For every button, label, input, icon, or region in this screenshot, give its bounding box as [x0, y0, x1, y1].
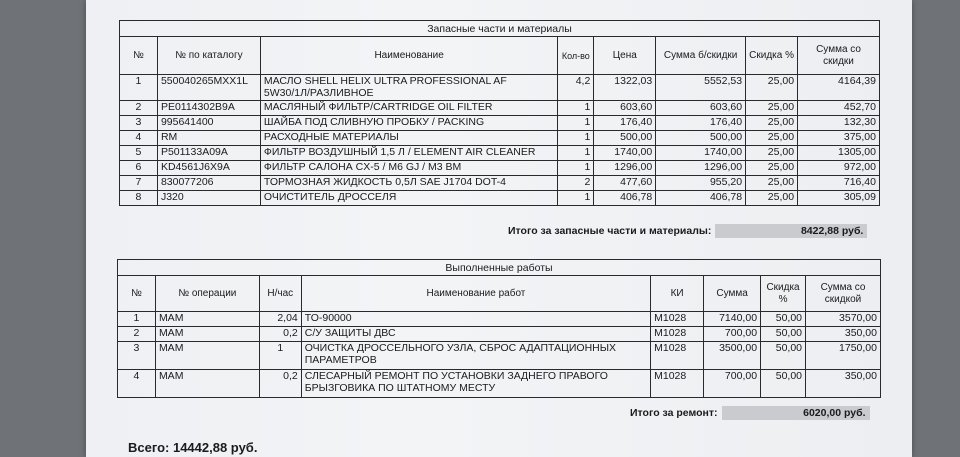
cell: 1 [558, 191, 594, 206]
cell: 603,60 [594, 101, 656, 116]
cell: 1 [558, 146, 594, 161]
cell: 700,00 [704, 370, 761, 398]
cell: KD4561J6X9A [157, 161, 260, 176]
parts-header: № [120, 37, 158, 75]
cell: 8 [120, 191, 158, 206]
cell: РАСХОДНЫЕ МАТЕРИАЛЫ [260, 131, 557, 146]
cell: 25,00 [746, 75, 798, 101]
cell: 4 [118, 370, 156, 398]
grand-total: Всего: 14442,88 руб. [128, 440, 258, 455]
cell: 1740,00 [656, 146, 746, 161]
cell: 1740,00 [594, 146, 656, 161]
works-header: Н/час [259, 276, 301, 312]
cell: 1 [558, 101, 594, 116]
table-row [120, 191, 880, 206]
table-row [120, 116, 880, 131]
cell: МАСЛО SHELL HELIX ULTRA PROFESSIONAL AF 5W30/1Л/РАЗЛИВНОЕ [260, 75, 557, 101]
works-header: № операции [155, 276, 259, 312]
cell: 3500,00 [704, 342, 761, 370]
cell: 1296,00 [594, 161, 656, 176]
cell: 350,00 [806, 327, 881, 342]
cell: 406,78 [594, 191, 656, 206]
works-total-value: 6020,00 руб. [722, 406, 870, 420]
works-header: Сумма [704, 276, 761, 312]
cell: 0,2 [259, 327, 301, 342]
table-row [118, 327, 881, 342]
works-total [630, 406, 870, 420]
works-header: № [118, 276, 156, 312]
cell: M1028 [651, 370, 704, 398]
cell: 50,00 [761, 342, 806, 370]
cell: M1028 [651, 312, 704, 327]
parts-total [508, 224, 867, 238]
cell: 406,78 [656, 191, 746, 206]
cell: 176,40 [656, 116, 746, 131]
cell: 0,2 [259, 370, 301, 398]
cell: 176,40 [594, 116, 656, 131]
works-total-label: Итого за ремонт: [630, 407, 718, 419]
cell: PE0114302B9A [157, 101, 260, 116]
parts-header: Сумма со скидки [798, 37, 880, 75]
cell: 830077206 [157, 176, 260, 191]
cell: 132,30 [798, 116, 880, 131]
cell: ШАЙБА ПОД СЛИВНУЮ ПРОБКУ / PACKING [260, 116, 557, 131]
parts-header: № по каталогу [157, 37, 260, 75]
cell: 550040265MXX1L [157, 75, 260, 101]
cell: MAM [155, 370, 259, 398]
cell: 477,60 [594, 176, 656, 191]
cell: ФИЛЬТР ВОЗДУШНЫЙ 1,5 Л / ELEMENT AIR CLEANER [260, 146, 557, 161]
cell: 500,00 [656, 131, 746, 146]
cell: 25,00 [746, 176, 798, 191]
cell: MAM [155, 327, 259, 342]
cell: 1 [558, 131, 594, 146]
works-header: КИ [651, 276, 704, 312]
cell: 7 [120, 176, 158, 191]
cell: 25,00 [746, 101, 798, 116]
cell: 1305,00 [798, 146, 880, 161]
cell: 972,00 [798, 161, 880, 176]
table-row [120, 75, 880, 101]
cell: 1 [118, 312, 156, 327]
works-title: Выполненные работы [118, 260, 881, 276]
table-row [120, 161, 880, 176]
cell: 50,00 [761, 327, 806, 342]
cell: 5 [120, 146, 158, 161]
cell: 2 [118, 327, 156, 342]
cell: СЛЕСАРНЫЙ РЕМОНТ ПО УСТАНОВКИ ЗАДНЕГО ПРАВОГО БРЫЗГОВИКА ПО ШТАТНОМУ МЕСТУ [301, 370, 650, 398]
cell: 25,00 [746, 131, 798, 146]
parts-header: Скидка % [746, 37, 798, 75]
cell: 2,04 [259, 312, 301, 327]
cell: 25,00 [746, 191, 798, 206]
cell: 7140,00 [704, 312, 761, 327]
cell: ОЧИСТИТЕЛЬ ДРОССЕЛЯ [260, 191, 557, 206]
cell: С/У ЗАЩИТЫ ДВС [301, 327, 650, 342]
table-row [120, 131, 880, 146]
cell: 4,2 [558, 75, 594, 101]
cell: 1 [558, 161, 594, 176]
cell: 1 [558, 116, 594, 131]
cell: 2 [120, 101, 158, 116]
parts-table [119, 20, 880, 206]
cell: RM [157, 131, 260, 146]
works-header: Сумма со скидкой [806, 276, 881, 312]
cell: 50,00 [761, 312, 806, 327]
parts-header: Кол-во [558, 37, 594, 75]
cell: 350,00 [806, 370, 881, 398]
cell: 995641400 [157, 116, 260, 131]
parts-title: Запасные части и материалы [120, 21, 880, 37]
cell: J320 [157, 191, 260, 206]
table-row [120, 176, 880, 191]
parts-header: Сумма б/скидки [656, 37, 746, 75]
cell: 955,20 [656, 176, 746, 191]
table-row [118, 342, 881, 370]
cell: 25,00 [746, 116, 798, 131]
cell: 6 [120, 161, 158, 176]
cell: 375,00 [798, 131, 880, 146]
cell: 603,60 [656, 101, 746, 116]
cell: 1 [120, 75, 158, 101]
cell: 3 [118, 342, 156, 370]
cell: 716,40 [798, 176, 880, 191]
cell: 1322,03 [594, 75, 656, 101]
table-row [120, 101, 880, 116]
cell: 1750,00 [806, 342, 881, 370]
cell: 25,00 [746, 146, 798, 161]
cell: 50,00 [761, 370, 806, 398]
parts-total-label: Итого за запасные части и материалы: [508, 225, 712, 237]
parts-header: Наименование [260, 37, 557, 75]
works-header: Наименование работ [301, 276, 650, 312]
cell: ОЧИСТКА ДРОССЕЛЬНОГО УЗЛА, СБРОС АДАПТАЦИОННЫХ ПАРАМЕТРОВ [301, 342, 650, 370]
works-header: Скидка % [761, 276, 806, 312]
cell: 4164,39 [798, 75, 880, 101]
cell: 2 [558, 176, 594, 191]
cell: 5552,53 [656, 75, 746, 101]
cell: 25,00 [746, 161, 798, 176]
cell: M1028 [651, 342, 704, 370]
works-table [117, 259, 881, 398]
cell: MAM [155, 312, 259, 327]
cell: ТО-90000 [301, 312, 650, 327]
parts-header: Цена [594, 37, 656, 75]
table-row [118, 370, 881, 398]
cell: ФИЛЬТР САЛОНА CX-5 / M6 GJ / M3 BM [260, 161, 557, 176]
table-row [118, 312, 881, 327]
cell: ТОРМОЗНАЯ ЖИДКОСТЬ 0,5Л SAE J1704 DOT-4 [260, 176, 557, 191]
cell: 1 [259, 342, 301, 370]
cell: 4 [120, 131, 158, 146]
cell: МАСЛЯНЫЙ ФИЛЬТР/CARTRIDGE OIL FILTER [260, 101, 557, 116]
cell: P501133A09A [157, 146, 260, 161]
cell: M1028 [651, 327, 704, 342]
cell: 305,09 [798, 191, 880, 206]
cell: 1296,00 [656, 161, 746, 176]
cell: 3 [120, 116, 158, 131]
table-row [120, 146, 880, 161]
cell: MAM [155, 342, 259, 370]
cell: 500,00 [594, 131, 656, 146]
cell: 452,70 [798, 101, 880, 116]
cell: 700,00 [704, 327, 761, 342]
cell: 3570,00 [806, 312, 881, 327]
parts-total-value: 8422,88 руб. [715, 224, 867, 238]
